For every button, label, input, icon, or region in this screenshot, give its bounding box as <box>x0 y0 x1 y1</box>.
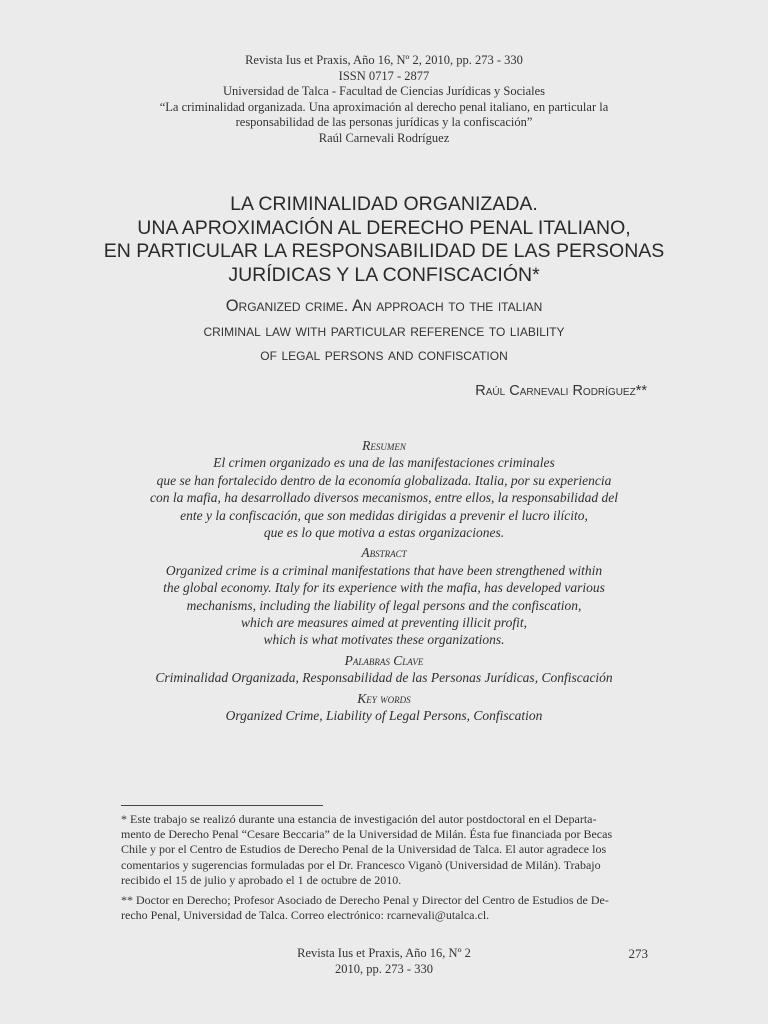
resumen-heading: Resumen <box>362 438 406 453</box>
english-title-line: of legal persons and confiscation <box>260 346 508 364</box>
header-line: “La criminalidad organizada. Una aproximación al derecho penal italiano, en particular la <box>159 99 609 114</box>
article-title <box>0 193 768 287</box>
english-title <box>0 294 768 368</box>
header-line: ISSN 0717 - 2877 <box>338 68 430 83</box>
abstract-line: which are measures aimed at preventing illicit profit, <box>241 615 527 631</box>
header-line: Raúl Carnevali Rodríguez <box>318 130 450 145</box>
resumen-line: ente y la confiscación, que son medidas dirigidas a prevenir el lucro ilícito, <box>180 507 588 523</box>
abstract-line: which is what motivates these organizations. <box>263 632 505 648</box>
footnote-line: Chile y por el Centro de Estudios de Derecho Penal de la Universidad de Talca. El autor agradece los <box>121 842 607 857</box>
footnote-line: * Este trabajo se realizó durante una estancia de investigación del autor postdoctoral en el Departa- <box>121 812 597 826</box>
resumen-line: que se han fortalecido dentro de la economía globalizada. Italia, por su experiencia <box>156 472 612 488</box>
key-words-text: Organized Crime, Liability of Legal Persons, Confiscation <box>225 708 543 724</box>
abstract-line: Organized crime is a criminal manifestations that have been strengthened within <box>165 562 603 578</box>
footnote-line: recho Penal, Universidad de Talca. Correo electrónico: rcarnevali@utalca.cl. <box>121 908 490 923</box>
footnote-line: ** Doctor en Derecho; Profesor Asociado de Derecho Penal y Director del Centro de Estudios de De- <box>121 893 609 908</box>
footer-line: 2010, pp. 273 - 330 <box>335 961 433 976</box>
header-line: Revista Ius et Praxis, Año 16, Nº 2, 2010, pp. 273 - 330 <box>245 53 523 67</box>
footnote-line: recibido el 15 de julio y aprobado el 1 de octubre de 2010. <box>121 872 402 887</box>
page-footer <box>0 946 768 977</box>
english-title-line: criminal law with particular reference to liability <box>203 321 565 340</box>
title-line: UNA APROXIMACIÓN AL DERECHO PENAL ITALIANO, <box>137 216 631 239</box>
journal-header <box>0 53 768 147</box>
footer-line: Revista Ius et Praxis, Año 16, Nº 2 <box>297 946 471 960</box>
title-line: LA CRIMINALIDAD ORGANIZADA. <box>230 193 538 215</box>
abstract-section <box>0 437 768 725</box>
title-line: JURÍDICAS Y LA CONFISCACIÓN* <box>228 263 540 286</box>
english-title-line: Organized crime. An approach to the italian <box>225 297 543 315</box>
footnote-line: mento de Derecho Penal “Cesare Beccaria” de la Universidad de Milán. Ésta fue financiada por Becas <box>121 827 613 842</box>
palabras-clave-heading: Palabras Clave <box>344 652 424 668</box>
page-number: 273 <box>628 946 648 961</box>
key-words-heading: Key words <box>357 690 411 706</box>
abstract-line: the global economy. Italy for its experience with the mafia, has developed various <box>163 580 605 596</box>
header-line: Universidad de Talca - Facultad de Ciencias Jurídicas y Sociales <box>222 84 546 99</box>
author-name: Raúl Carnevali Rodríguez** <box>475 383 647 399</box>
resumen-line: que es lo que motiva a estas organizaciones. <box>263 525 505 541</box>
header-line: responsabilidad de las personas jurídicas y la confiscación” <box>235 115 533 130</box>
footnotes <box>121 812 648 923</box>
resumen-line: El crimen organizado es una de las manifestaciones criminales <box>213 455 555 471</box>
palabras-clave-text: Criminalidad Organizada, Responsabilidad de las Personas Jurídicas, Confiscación <box>155 670 613 686</box>
abstract-line: mechanisms, including the liability of legal persons and the confiscation, <box>186 597 582 613</box>
footnote-divider <box>121 805 323 806</box>
resumen-line: con la mafia, ha desarrollado diversos mecanismos, entre ellos, la responsabilidad del <box>150 490 618 506</box>
title-line: EN PARTICULAR LA RESPONSABILIDAD DE LAS PERSONAS <box>103 240 665 262</box>
abstract-heading: Abstract <box>361 545 407 561</box>
footnote-line: comentarios y sugerencias formuladas por el Dr. Francesco Viganò (Universidad de Milán). Trabajo <box>121 857 601 872</box>
